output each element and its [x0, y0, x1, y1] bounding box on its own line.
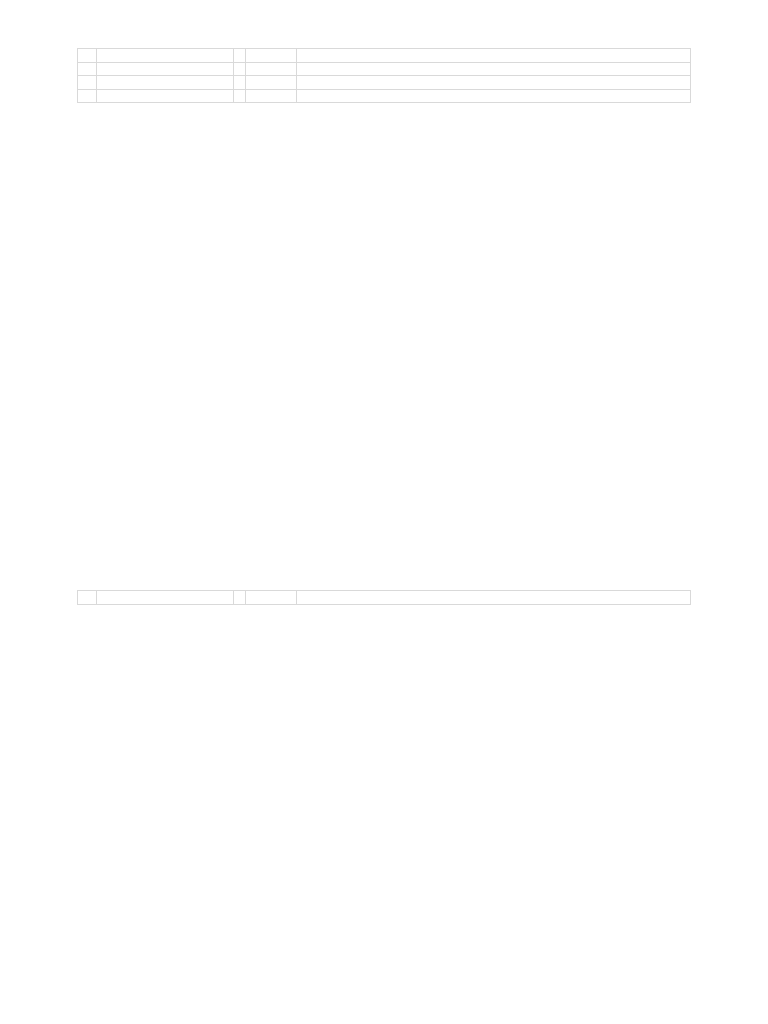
rare-weapons-sheet-top — [77, 48, 691, 103]
rare-weapons-sheet-bottom — [77, 590, 691, 605]
sheet-title — [97, 62, 234, 76]
wikidot-link-note[interactable] — [97, 89, 234, 103]
